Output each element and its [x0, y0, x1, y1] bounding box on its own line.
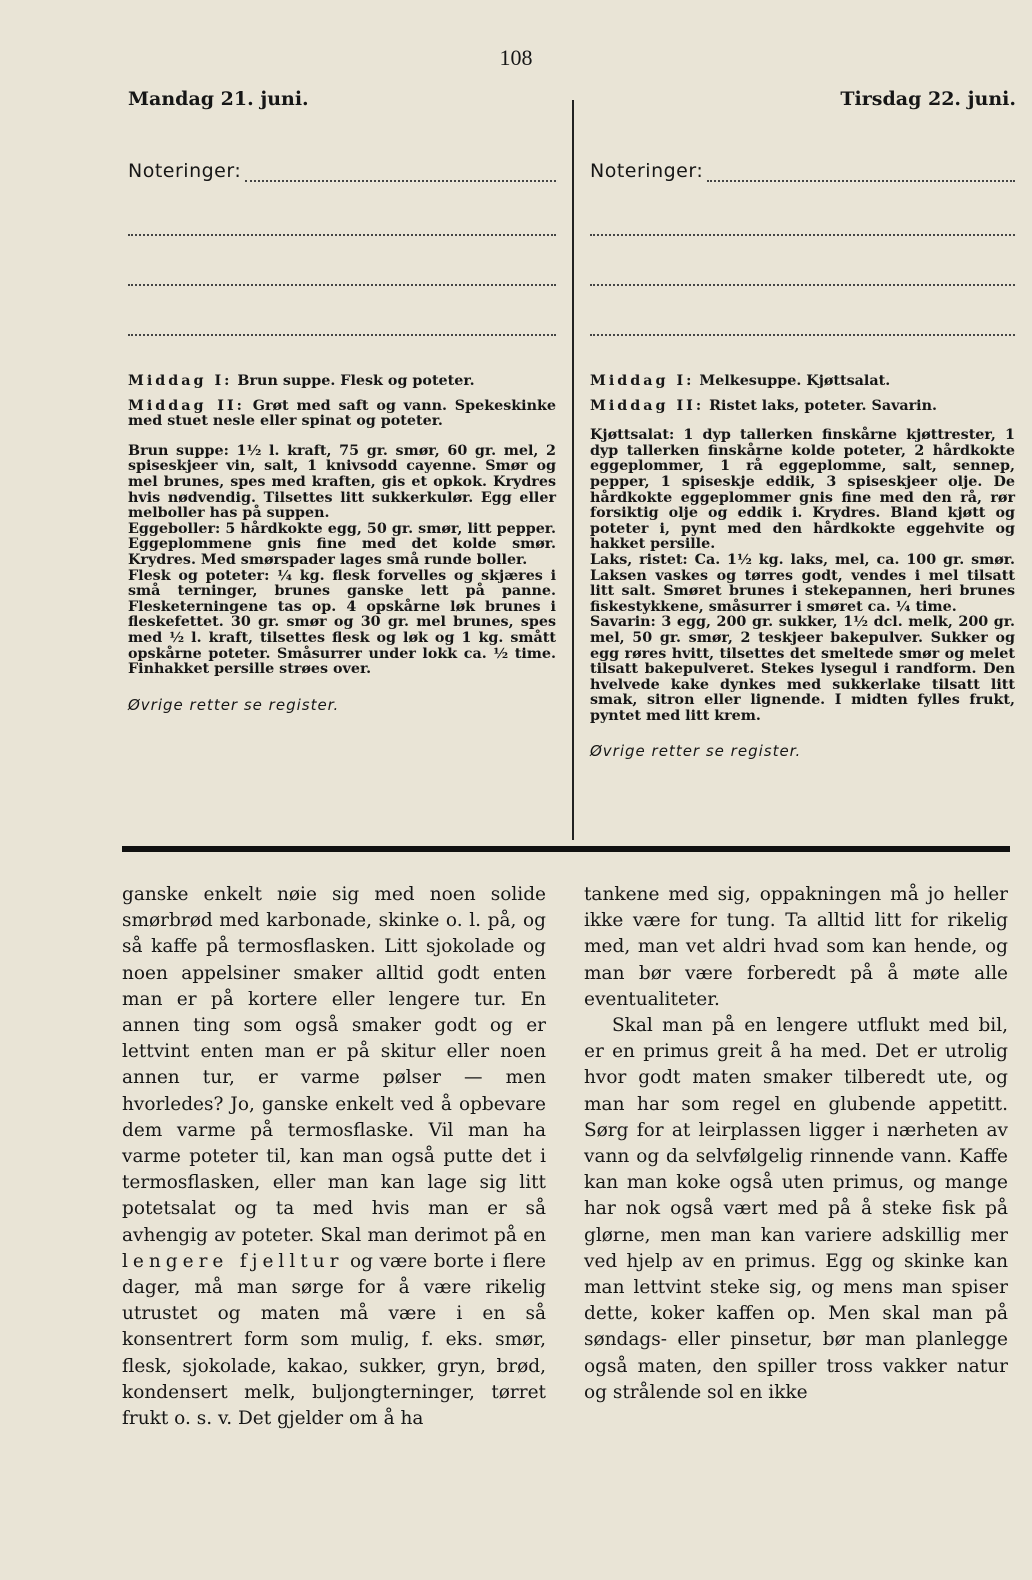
left-menu-1-text: Brun suppe. Flesk og poteter.: [232, 373, 475, 389]
prose-left-column: [122, 882, 546, 1432]
left-notes-line-3: [128, 282, 556, 286]
right-menu-1-prefix: Middag I:: [590, 373, 695, 389]
left-menu-2-prefix: Middag II:: [128, 397, 245, 414]
page-number: 108: [499, 45, 533, 70]
right-notes-line-2: [590, 232, 1015, 236]
left-menu-2: [128, 399, 556, 430]
prose-left-paragraph: [122, 882, 546, 1432]
right-recipe-text: [590, 428, 1015, 724]
left-notes-dotline: [245, 180, 556, 182]
prose-left-spaced-phrase: lengere fjelltur: [122, 1250, 344, 1272]
prose-right-paragraph-2: Skal man på en lengere utflukt med bil, er en primus greit å ha med. Det er utrolig hvor godt maten smaker tilberedt ute, og man har som regel en glubende appetitt. Sørg for at leirplassen ligger i nærheten av vann og da selvfølgelig rinnende vann. Kaffe kan man koke også uten primus, og mange har nok også vært med på å steke fisk på glørne, men man kan variere adskillig mer ved hjelp av en primus. Egg og skinke kan man lettvint steke sig, og mens man spiser dette, koker kaffen op. Men skal man på søndags- eller pinsetur, bør man planlegge også maten, den spiller tross vakker natur og strålende sol en ikke: [584, 1015, 1008, 1403]
left-day-heading: Mandag 21. juni.: [128, 88, 309, 110]
right-menu-2-text: Ristet laks, poteter. Savarin.: [704, 397, 937, 414]
right-menu-2: [590, 399, 1015, 415]
left-recipe-brun-suppe: Brun suppe: 1½ l. kraft, 75 gr. smør, 60 gr. mel, 2 spiseskjeer vin, salt, 1 knivsodd cayenne. Smør og mel brunes, spes med kraften, gis et opkok. Krydres hvis nødvendig. Tilsettes litt sukkerkulør. Egg eller melboller has på suppen.: [128, 442, 556, 522]
left-recipe-eggeboller: Eggeboller: 5 hårdkokte egg, 50 gr. smør, litt pepper. Eggeplommene gnis fine med det kolde smør. Krydres. Med smørspader lages små runde boller.: [128, 520, 556, 568]
prose-left-part-2: og være borte i flere dager, må man sørge for å være rikelig utrustet og maten må være i en så konsentrert form som mulig, f. eks. smør, flesk, sjokolade, kakao, sukker, gryn, brød, kondensert melk, buljongterninger, tørret frukt o. s. v. Det gjelder om å ha: [122, 1250, 546, 1430]
right-day-heading: Tirsdag 22. juni.: [840, 88, 1016, 110]
left-menu-1-prefix: Middag I:: [128, 373, 233, 389]
right-menu-2-prefix: Middag II:: [590, 397, 705, 414]
right-notes-line-4: [590, 332, 1015, 336]
left-notes-label: Noteringer:: [128, 160, 242, 182]
left-notes-row: [128, 160, 556, 186]
left-recipe-text: [128, 444, 556, 678]
right-notes-dotline: [707, 180, 1015, 182]
prose-left-part-1: ganske enkelt nøie sig med noen solide smørbrød med karbonade, skinke o. l. på, og så kaffe på termosflasken. Litt sjokolade og noen appelsiner smaker alltid godt enten man er på kortere eller lengere tur. En annen ting som også smaker godt og er lettvint enten man er på skitur eller noen annen tur, er varme pølser — men hvorledes? Jo, ganske enkelt ved å opbevare dem varme på termosflaske. Vil man ha varme poteter til, kan man også putte det i termosflasken, eller man kan lage sig litt potetsalat og ta med hvis man er så avhengig av poteter. Skal man derimot på en: [122, 884, 546, 1246]
section-rule: [122, 846, 1010, 852]
right-menu-1-text: Melkesuppe. Kjøttsalat.: [694, 373, 891, 389]
left-notes-line-2: [128, 232, 556, 236]
right-recipe-savarin: Savarin: 3 egg, 200 gr. sukker, 1½ dcl. melk, 200 gr. mel, 50 gr. smør, 2 teskjeer bakepulver. Sukker og egg røres hvitt, tilsettes det smeltede smør og melet tilsatt bakepulveret. Stekes lysegul i randform. Den hvelvede kake dynkes med sukkerlake tilsatt litt smak, sitron eller lignende. I midten fylles frukt, pyntet med litt krem.: [590, 614, 1015, 724]
left-notes-line-4: [128, 332, 556, 336]
right-day-column: [590, 160, 1015, 760]
left-recipe-flesk: Flesk og poteter: ¼ kg. flesk forvelles og skjæres i små terninger, brunes ganske lett på panne. Flesketerningene tas op. 4 opskårne løk brunes i fleskefettet. 30 gr. smør og 30 gr. mel brunes, spes med ½ l. kraft, tilsettes flesk og løk og 1 kg. smått opskårne poteter. Småsurrer under lokk ca. ½ time. Finhakket persille strøes over.: [128, 567, 556, 678]
right-menu-1: [590, 374, 1015, 390]
right-notes-row: [590, 160, 1015, 186]
left-day-column: [128, 160, 556, 713]
left-menu-1: [128, 374, 556, 390]
left-recipes: [128, 374, 556, 713]
prose-right-column: [584, 882, 1008, 1406]
prose-right-paragraph-1: tankene med sig, oppakningen må jo heller ikke være for tung. Ta alltid litt for rikelig med, man vet aldri hvad som kan hende, og man bør være forberedt på å møte alle eventualiteter.: [584, 884, 1008, 1010]
left-menu-2-text: Grøt med saft og vann. Spekeskinke med stuet nesle eller spinat og poteter.: [128, 397, 556, 430]
right-other-dishes: Øvrige retter se register.: [590, 742, 802, 761]
left-other-dishes: Øvrige retter se register.: [128, 695, 340, 714]
right-notes-line-3: [590, 282, 1015, 286]
right-recipe-kjottsalat: Kjøttsalat: 1 dyp tallerken finskårne kjøttrester, 1 dyp tallerken finskårne kolde poteter, 2 hårdkokte eggeplommer, 1 rå eggeplomme, salt, sennep, pepper, 1 spiseskje eddik, 3 spiseskjeer olje. De hårdkokte eggeplommer gnis fine med den rå, rør forsiktig olje og eddik i. Krydres. Bland kjøtt og poteter i, pynt med den hårdkokte eggehvite og hakket persille.: [590, 427, 1015, 553]
right-notes-label: Noteringer:: [590, 160, 704, 182]
right-recipes: [590, 374, 1015, 760]
right-recipe-laks: Laks, ristet: Ca. 1½ kg. laks, mel, ca. 100 gr. smør. Laksen vaskes og tørres godt, vendes i mel tilsatt litt salt. Smøret brunes i stekepannen, heri brunes fiskestykkene, småsurrer i smøret ca. ¼ time.: [590, 551, 1015, 615]
column-divider: [572, 100, 574, 840]
